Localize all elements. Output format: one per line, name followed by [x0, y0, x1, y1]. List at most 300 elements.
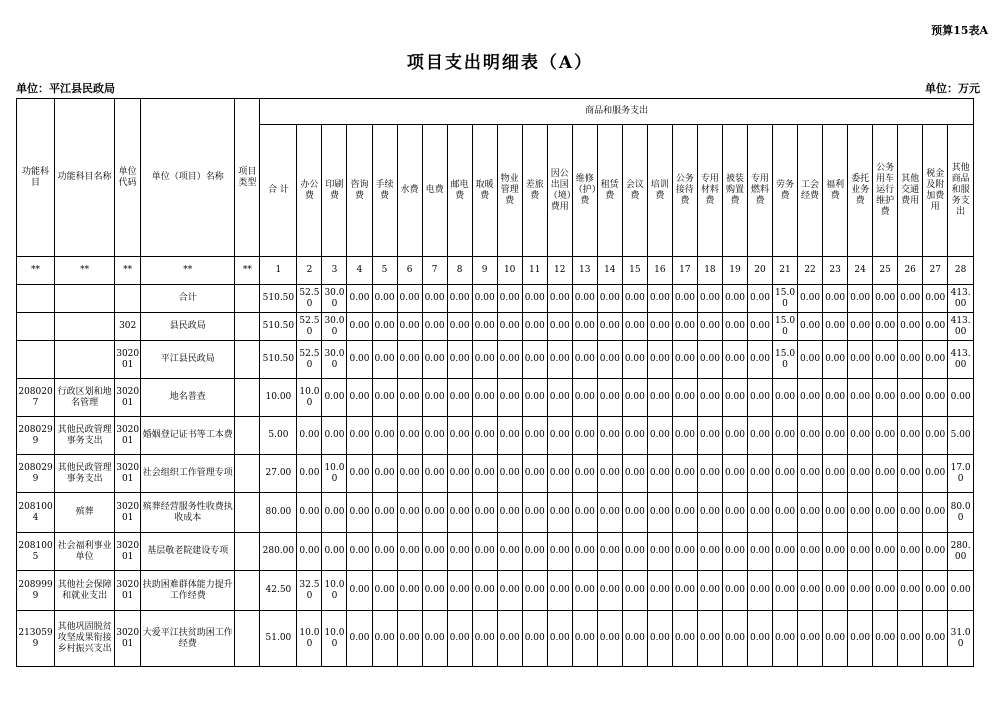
value-cell: 0.00 [597, 533, 622, 571]
value-cell: 0.00 [422, 285, 447, 313]
value-cell: 0.00 [697, 341, 722, 379]
value-cell: 0.00 [397, 379, 422, 417]
value-cell: 0.00 [823, 533, 848, 571]
header-num-21: 21 [773, 257, 798, 285]
value-cell: 0.00 [823, 571, 848, 611]
page-title: 项目支出明细表（A） [406, 53, 594, 73]
value-cell: 0.00 [823, 417, 848, 455]
value-cell: 0.00 [472, 285, 497, 313]
value-cell: 0.00 [697, 455, 722, 493]
value-cell: 0.00 [773, 379, 798, 417]
value-cell: 0.00 [747, 285, 772, 313]
value-cell: 0.00 [522, 285, 547, 313]
value-cell: 0.00 [823, 341, 848, 379]
func-code-cell [17, 341, 55, 379]
value-cell: 0.00 [547, 611, 572, 667]
header-num-4: 4 [347, 257, 372, 285]
value-cell: 0.00 [347, 341, 372, 379]
value-cell: 15.00 [773, 313, 798, 341]
value-cell: 0.00 [347, 611, 372, 667]
value-cell: 0.00 [823, 493, 848, 533]
currency-unit-label: 单位：万元 [925, 82, 980, 95]
value-cell: 0.00 [647, 313, 672, 341]
value-cell: 0.00 [447, 379, 472, 417]
value-cell: 0.00 [497, 379, 522, 417]
value-cell: 0.00 [497, 493, 522, 533]
header-col-8: 邮电费 [447, 125, 472, 257]
value-cell: 0.00 [372, 533, 397, 571]
value-cell: 0.00 [397, 611, 422, 667]
value-cell: 0.00 [798, 493, 823, 533]
value-cell: 0.00 [747, 493, 772, 533]
header-col-19: 被装购置费 [722, 125, 747, 257]
value-cell: 0.00 [347, 313, 372, 341]
value-cell: 0.00 [347, 455, 372, 493]
header-col-5: 手续费 [372, 125, 397, 257]
header-star-3: ** [115, 257, 141, 285]
value-cell: 0.00 [647, 341, 672, 379]
value-cell: 0.00 [347, 285, 372, 313]
unit-name-cell: 大爱平江扶贫助困工作经费 [141, 611, 235, 667]
header-col-16: 培训费 [647, 125, 672, 257]
header-num-10: 10 [497, 257, 522, 285]
header-col-7: 电费 [422, 125, 447, 257]
value-cell: 0.00 [873, 611, 898, 667]
value-cell: 0.00 [873, 455, 898, 493]
value-cell: 0.00 [948, 571, 974, 611]
value-cell: 0.00 [722, 455, 747, 493]
value-cell: 0.00 [697, 493, 722, 533]
value-cell: 5.00 [948, 417, 974, 455]
value-cell: 0.00 [597, 455, 622, 493]
header-col-12: 因公出国（境）费用 [547, 125, 572, 257]
value-cell: 0.00 [572, 379, 597, 417]
value-cell: 0.00 [422, 417, 447, 455]
value-cell: 0.00 [647, 493, 672, 533]
value-cell: 0.00 [372, 571, 397, 611]
unit-code-cell: 302001 [115, 455, 141, 493]
value-cell: 0.00 [447, 341, 472, 379]
value-cell: 0.00 [898, 455, 923, 493]
value-cell: 0.00 [597, 285, 622, 313]
value-cell: 0.00 [597, 313, 622, 341]
value-cell: 30.00 [322, 341, 347, 379]
unit-label: 单位：平江县民政局 [16, 82, 115, 95]
value-cell: 0.00 [322, 379, 347, 417]
value-cell: 0.00 [422, 611, 447, 667]
value-cell: 0.00 [347, 571, 372, 611]
value-cell: 0.00 [848, 341, 873, 379]
header-col-2: 办公费 [297, 125, 322, 257]
func-name-cell: 其他社会保障和就业支出 [55, 571, 115, 611]
value-cell: 0.00 [322, 417, 347, 455]
value-cell: 0.00 [597, 493, 622, 533]
value-cell: 0.00 [497, 417, 522, 455]
header-num-13: 13 [572, 257, 597, 285]
header-func-name: 功能科目名称 [55, 99, 115, 257]
value-cell: 10.00 [297, 379, 322, 417]
value-cell: 0.00 [647, 571, 672, 611]
header-col-13: 维修（护）费 [572, 125, 597, 257]
value-cell: 0.00 [722, 611, 747, 667]
table-row [17, 571, 974, 611]
func-code-cell [17, 313, 55, 341]
value-cell: 0.00 [722, 379, 747, 417]
value-cell: 0.00 [898, 417, 923, 455]
header-star-1: ** [17, 257, 55, 285]
value-cell: 0.00 [722, 417, 747, 455]
value-cell: 0.00 [747, 341, 772, 379]
value-cell: 0.00 [522, 379, 547, 417]
value-cell: 0.00 [898, 493, 923, 533]
value-cell: 0.00 [497, 533, 522, 571]
value-cell: 0.00 [622, 341, 647, 379]
value-cell: 280.00 [948, 533, 974, 571]
value-cell: 0.00 [522, 341, 547, 379]
value-cell: 0.00 [798, 417, 823, 455]
unit-code-cell: 302001 [115, 571, 141, 611]
header-col-14: 租赁费 [597, 125, 622, 257]
value-cell: 0.00 [447, 533, 472, 571]
header-col-17: 公务接待费 [672, 125, 697, 257]
func-name-cell: 其他民政管理事务支出 [55, 417, 115, 455]
value-cell: 0.00 [547, 379, 572, 417]
value-cell: 0.00 [647, 379, 672, 417]
value-cell: 0.00 [522, 493, 547, 533]
value-cell: 0.00 [572, 455, 597, 493]
value-cell: 0.00 [722, 571, 747, 611]
value-cell: 0.00 [622, 285, 647, 313]
value-cell: 42.50 [260, 571, 297, 611]
value-cell: 0.00 [672, 493, 697, 533]
value-cell: 52.50 [297, 285, 322, 313]
value-cell: 0.00 [747, 571, 772, 611]
unit-code-cell: 302001 [115, 611, 141, 667]
header-num-12: 12 [547, 257, 572, 285]
value-cell: 0.00 [472, 611, 497, 667]
value-cell: 0.00 [522, 611, 547, 667]
value-cell: 413.00 [948, 313, 974, 341]
unit-name-cell: 合计 [141, 285, 235, 313]
value-cell: 0.00 [547, 313, 572, 341]
value-cell: 0.00 [447, 611, 472, 667]
func-code-cell: 2080299 [17, 417, 55, 455]
value-cell: 0.00 [798, 341, 823, 379]
header-col-24: 委托业务费 [848, 125, 873, 257]
header-num-1: 1 [260, 257, 297, 285]
value-cell: 0.00 [397, 285, 422, 313]
value-cell: 510.50 [260, 313, 297, 341]
value-cell: 0.00 [397, 571, 422, 611]
value-cell: 0.00 [422, 379, 447, 417]
value-cell: 0.00 [447, 455, 472, 493]
value-cell: 0.00 [422, 571, 447, 611]
value-cell: 0.00 [798, 455, 823, 493]
value-cell: 0.00 [672, 285, 697, 313]
header-star-2: ** [55, 257, 115, 285]
header-num-9: 9 [472, 257, 497, 285]
value-cell: 0.00 [672, 611, 697, 667]
header-project-type: 项目类型 [235, 99, 260, 257]
value-cell: 280.00 [260, 533, 297, 571]
value-cell: 0.00 [672, 341, 697, 379]
header-num-19: 19 [722, 257, 747, 285]
value-cell: 0.00 [773, 417, 798, 455]
value-cell: 0.00 [823, 611, 848, 667]
func-code-cell [17, 285, 55, 313]
value-cell: 0.00 [747, 313, 772, 341]
unit-code-cell: 302 [115, 313, 141, 341]
value-cell: 0.00 [898, 611, 923, 667]
func-code-cell: 2080207 [17, 379, 55, 417]
table-row [17, 455, 974, 493]
value-cell: 0.00 [447, 417, 472, 455]
value-cell: 0.00 [747, 611, 772, 667]
value-cell: 0.00 [447, 493, 472, 533]
value-cell: 0.00 [672, 455, 697, 493]
value-cell: 0.00 [697, 611, 722, 667]
value-cell: 0.00 [522, 533, 547, 571]
value-cell: 30.00 [322, 285, 347, 313]
header-num-16: 16 [647, 257, 672, 285]
value-cell: 0.00 [397, 417, 422, 455]
value-cell: 0.00 [798, 285, 823, 313]
value-cell: 0.00 [497, 341, 522, 379]
value-cell: 31.00 [948, 611, 974, 667]
func-name-cell [55, 313, 115, 341]
header-col-20: 专用燃料费 [747, 125, 772, 257]
value-cell: 0.00 [572, 493, 597, 533]
table-row [17, 533, 974, 571]
header-num-24: 24 [848, 257, 873, 285]
value-cell: 0.00 [347, 379, 372, 417]
func-code-cell: 2081004 [17, 493, 55, 533]
value-cell: 0.00 [372, 285, 397, 313]
value-cell: 0.00 [898, 341, 923, 379]
value-cell: 0.00 [722, 313, 747, 341]
header-col-1: 合 计 [260, 125, 297, 257]
project-type-cell [235, 313, 260, 341]
value-cell: 10.00 [297, 611, 322, 667]
value-cell: 0.00 [722, 493, 747, 533]
value-cell: 0.00 [447, 313, 472, 341]
header-group-goods-services: 商品和服务支出 [260, 99, 974, 125]
value-cell: 0.00 [773, 611, 798, 667]
value-cell: 0.00 [422, 493, 447, 533]
value-cell: 0.00 [447, 571, 472, 611]
value-cell: 0.00 [522, 417, 547, 455]
header-num-2: 2 [297, 257, 322, 285]
value-cell: 0.00 [823, 285, 848, 313]
value-cell: 0.00 [522, 313, 547, 341]
value-cell: 0.00 [422, 455, 447, 493]
value-cell: 0.00 [697, 417, 722, 455]
header-col-18: 专用材料费 [697, 125, 722, 257]
value-cell: 0.00 [547, 417, 572, 455]
func-name-cell: 其他巩固脱贫攻坚成果衔接乡村振兴支出 [55, 611, 115, 667]
value-cell: 0.00 [798, 379, 823, 417]
unit-code-cell: 302001 [115, 379, 141, 417]
value-cell: 0.00 [622, 571, 647, 611]
value-cell: 0.00 [798, 611, 823, 667]
project-type-cell [235, 611, 260, 667]
value-cell: 0.00 [472, 571, 497, 611]
header-star-5: ** [235, 257, 260, 285]
value-cell: 0.00 [397, 533, 422, 571]
value-cell: 0.00 [472, 417, 497, 455]
value-cell: 0.00 [923, 313, 948, 341]
value-cell: 0.00 [898, 285, 923, 313]
value-cell: 0.00 [372, 379, 397, 417]
header-num-27: 27 [923, 257, 948, 285]
value-cell: 0.00 [572, 533, 597, 571]
header-num-17: 17 [672, 257, 697, 285]
func-name-cell [55, 341, 115, 379]
value-cell: 0.00 [898, 571, 923, 611]
value-cell: 0.00 [923, 533, 948, 571]
value-cell: 0.00 [472, 455, 497, 493]
value-cell: 0.00 [372, 611, 397, 667]
value-cell: 413.00 [948, 341, 974, 379]
value-cell: 0.00 [923, 455, 948, 493]
table-row [17, 611, 974, 667]
value-cell: 0.00 [347, 493, 372, 533]
value-cell: 0.00 [672, 313, 697, 341]
value-cell: 0.00 [948, 379, 974, 417]
value-cell: 0.00 [747, 533, 772, 571]
value-cell: 0.00 [572, 313, 597, 341]
value-cell: 0.00 [497, 455, 522, 493]
header-num-11: 11 [522, 257, 547, 285]
value-cell: 0.00 [297, 417, 322, 455]
project-type-cell [235, 417, 260, 455]
value-cell: 10.00 [260, 379, 297, 417]
value-cell: 0.00 [572, 611, 597, 667]
value-cell: 0.00 [898, 379, 923, 417]
value-cell: 0.00 [497, 571, 522, 611]
header-func-code: 功能科目 [17, 99, 55, 257]
value-cell: 30.00 [322, 313, 347, 341]
value-cell: 15.00 [773, 341, 798, 379]
expense-table [16, 98, 974, 667]
value-cell: 0.00 [873, 379, 898, 417]
value-cell: 0.00 [923, 379, 948, 417]
unit-name-cell: 地名普查 [141, 379, 235, 417]
header-num-26: 26 [898, 257, 923, 285]
value-cell: 0.00 [823, 455, 848, 493]
project-type-cell [235, 493, 260, 533]
value-cell: 0.00 [547, 455, 572, 493]
value-cell: 0.00 [547, 571, 572, 611]
value-cell: 0.00 [472, 533, 497, 571]
value-cell: 0.00 [697, 285, 722, 313]
value-cell: 0.00 [622, 533, 647, 571]
value-cell: 0.00 [597, 379, 622, 417]
value-cell: 0.00 [697, 571, 722, 611]
value-cell: 0.00 [722, 533, 747, 571]
value-cell: 0.00 [622, 611, 647, 667]
value-cell: 0.00 [647, 533, 672, 571]
form-code: 预算15表A [931, 24, 988, 37]
header-col-25: 公务用车运行维护费 [873, 125, 898, 257]
header-col-15: 会议费 [622, 125, 647, 257]
value-cell: 0.00 [622, 313, 647, 341]
value-cell: 17.00 [948, 455, 974, 493]
value-cell: 5.00 [260, 417, 297, 455]
header-col-4: 咨询费 [347, 125, 372, 257]
value-cell: 0.00 [572, 417, 597, 455]
value-cell: 0.00 [798, 313, 823, 341]
value-cell: 0.00 [597, 571, 622, 611]
value-cell: 0.00 [372, 455, 397, 493]
value-cell: 0.00 [422, 341, 447, 379]
value-cell: 0.00 [923, 493, 948, 533]
value-cell: 10.00 [322, 455, 347, 493]
value-cell: 0.00 [923, 285, 948, 313]
table-row [17, 285, 974, 313]
value-cell: 0.00 [622, 455, 647, 493]
value-cell: 0.00 [422, 313, 447, 341]
header-num-22: 22 [798, 257, 823, 285]
value-cell: 0.00 [697, 313, 722, 341]
value-cell: 0.00 [722, 285, 747, 313]
value-cell: 0.00 [647, 285, 672, 313]
value-cell: 0.00 [547, 493, 572, 533]
value-cell: 0.00 [923, 571, 948, 611]
unit-code-cell: 302001 [115, 493, 141, 533]
value-cell: 0.00 [873, 341, 898, 379]
header-num-6: 6 [397, 257, 422, 285]
value-cell: 51.00 [260, 611, 297, 667]
value-cell: 0.00 [622, 493, 647, 533]
value-cell: 0.00 [873, 571, 898, 611]
unit-name-cell: 平江县民政局 [141, 341, 235, 379]
func-name-cell: 其他民政管理事务支出 [55, 455, 115, 493]
value-cell: 0.00 [747, 379, 772, 417]
value-cell: 0.00 [472, 341, 497, 379]
value-cell: 413.00 [948, 285, 974, 313]
value-cell: 0.00 [873, 285, 898, 313]
value-cell: 0.00 [497, 313, 522, 341]
value-cell: 0.00 [397, 341, 422, 379]
func-name-cell: 行政区划和地名管理 [55, 379, 115, 417]
value-cell: 0.00 [297, 455, 322, 493]
value-cell: 0.00 [898, 533, 923, 571]
header-num-18: 18 [697, 257, 722, 285]
value-cell: 0.00 [472, 379, 497, 417]
value-cell: 80.00 [260, 493, 297, 533]
value-cell: 0.00 [397, 493, 422, 533]
value-cell: 0.00 [622, 379, 647, 417]
value-cell: 0.00 [397, 313, 422, 341]
value-cell: 0.00 [848, 455, 873, 493]
value-cell: 0.00 [848, 285, 873, 313]
value-cell: 0.00 [447, 285, 472, 313]
value-cell: 0.00 [773, 455, 798, 493]
table-row [17, 379, 974, 417]
header-col-10: 物业管理费 [497, 125, 522, 257]
value-cell: 0.00 [773, 493, 798, 533]
value-cell: 0.00 [547, 285, 572, 313]
value-cell: 510.50 [260, 285, 297, 313]
value-cell: 0.00 [647, 417, 672, 455]
value-cell: 80.00 [948, 493, 974, 533]
value-cell: 0.00 [697, 533, 722, 571]
header-num-3: 3 [322, 257, 347, 285]
unit-code-cell: 302001 [115, 417, 141, 455]
value-cell: 0.00 [597, 611, 622, 667]
value-cell: 0.00 [647, 611, 672, 667]
